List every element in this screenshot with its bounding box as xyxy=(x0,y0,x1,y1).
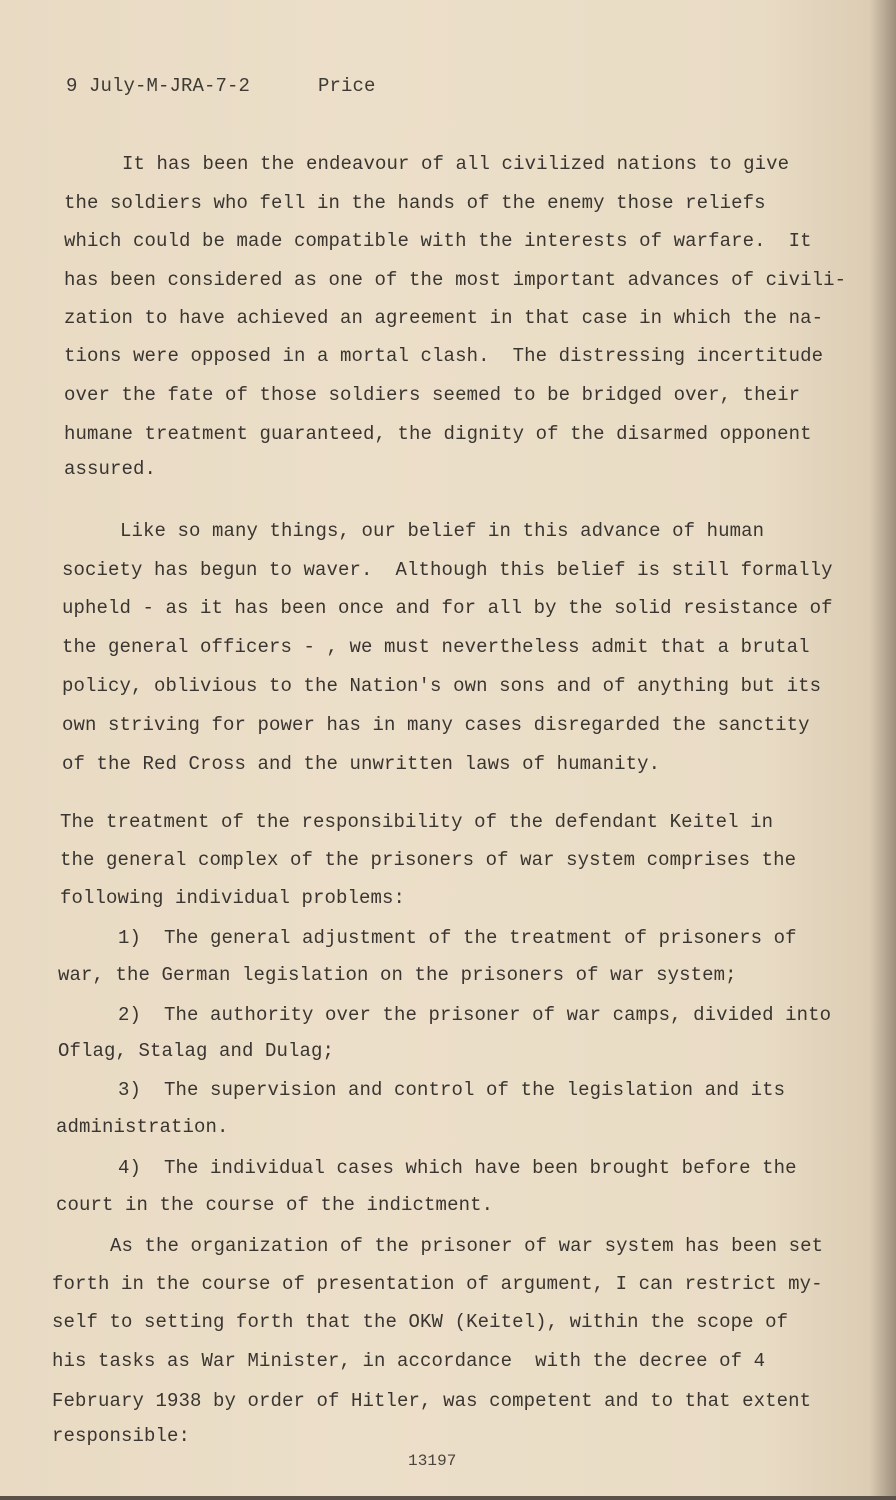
text-line: the general complex of the prisoners of war system comprises the xyxy=(60,849,797,871)
text-line: 4) The individual cases which have been brought before the xyxy=(118,1157,797,1179)
text-line: over the fate of those soldiers seemed to be bridged over, their xyxy=(64,384,801,406)
text-line: 1) The general adjustment of the treatment of prisoners of xyxy=(118,927,797,949)
text-line: own striving for power has in many cases disregarded the sanctity xyxy=(62,714,810,736)
text-line: zation to have achieved an agreement in that case in which the na- xyxy=(64,307,824,329)
page-number: 13197 xyxy=(408,1452,457,1470)
text-line: Oflag, Stalag and Dulag; xyxy=(58,1040,335,1062)
text-line: tions were opposed in a mortal clash. The distressing incertitude xyxy=(64,345,824,367)
text-line: responsible: xyxy=(52,1425,191,1447)
text-line: administration. xyxy=(56,1116,229,1138)
text-line: upheld - as it has been once and for all by the solid resistance of xyxy=(62,597,833,619)
speaker-name: Price xyxy=(318,75,376,97)
page-bottom-edge xyxy=(0,1496,896,1500)
document-reference: 9 July-M-JRA-7-2 xyxy=(66,75,251,97)
text-line: 2) The authority over the prisoner of war camps, divided into xyxy=(118,1004,832,1026)
text-line: war, the German legislation on the prisoners of war system; xyxy=(58,964,737,986)
text-line: his tasks as War Minister, in accordance with the decree of 4 xyxy=(52,1350,766,1372)
text-line: following individual problems: xyxy=(60,887,406,909)
text-line: humane treatment guaranteed, the dignity of the disarmed opponent xyxy=(64,423,812,445)
text-line: The treatment of the responsibility of the defendant Keitel in xyxy=(60,811,774,833)
text-line: which could be made compatible with the interests of warfare. It xyxy=(64,230,812,252)
text-line: of the Red Cross and the unwritten laws of humanity. xyxy=(62,753,661,775)
text-line: assured. xyxy=(64,458,157,480)
text-line: court in the course of the indictment. xyxy=(56,1194,494,1216)
text-line: As the organization of the prisoner of war system has been set xyxy=(110,1235,824,1257)
text-line: Like so many things, our belief in this advance of human xyxy=(120,520,765,542)
text-line: It has been the endeavour of all civilized nations to give xyxy=(122,153,790,175)
text-line: society has begun to waver. Although this belief is still formally xyxy=(62,559,833,581)
text-line: February 1938 by order of Hitler, was competent and to that extent xyxy=(52,1390,812,1412)
text-line: has been considered as one of the most important advances of civili- xyxy=(64,269,847,291)
text-line: forth in the course of presentation of argument, I can restrict my- xyxy=(52,1273,823,1295)
text-line: 3) The supervision and control of the legislation and its xyxy=(118,1079,786,1101)
text-line: the soldiers who fell in the hands of the enemy those reliefs xyxy=(64,192,766,214)
text-line: the general officers - , we must nevertheless admit that a brutal xyxy=(62,636,810,658)
text-line: self to setting forth that the OKW (Keitel), within the scope of xyxy=(52,1311,789,1333)
text-line: policy, oblivious to the Nation's own sons and of anything but its xyxy=(62,675,822,697)
